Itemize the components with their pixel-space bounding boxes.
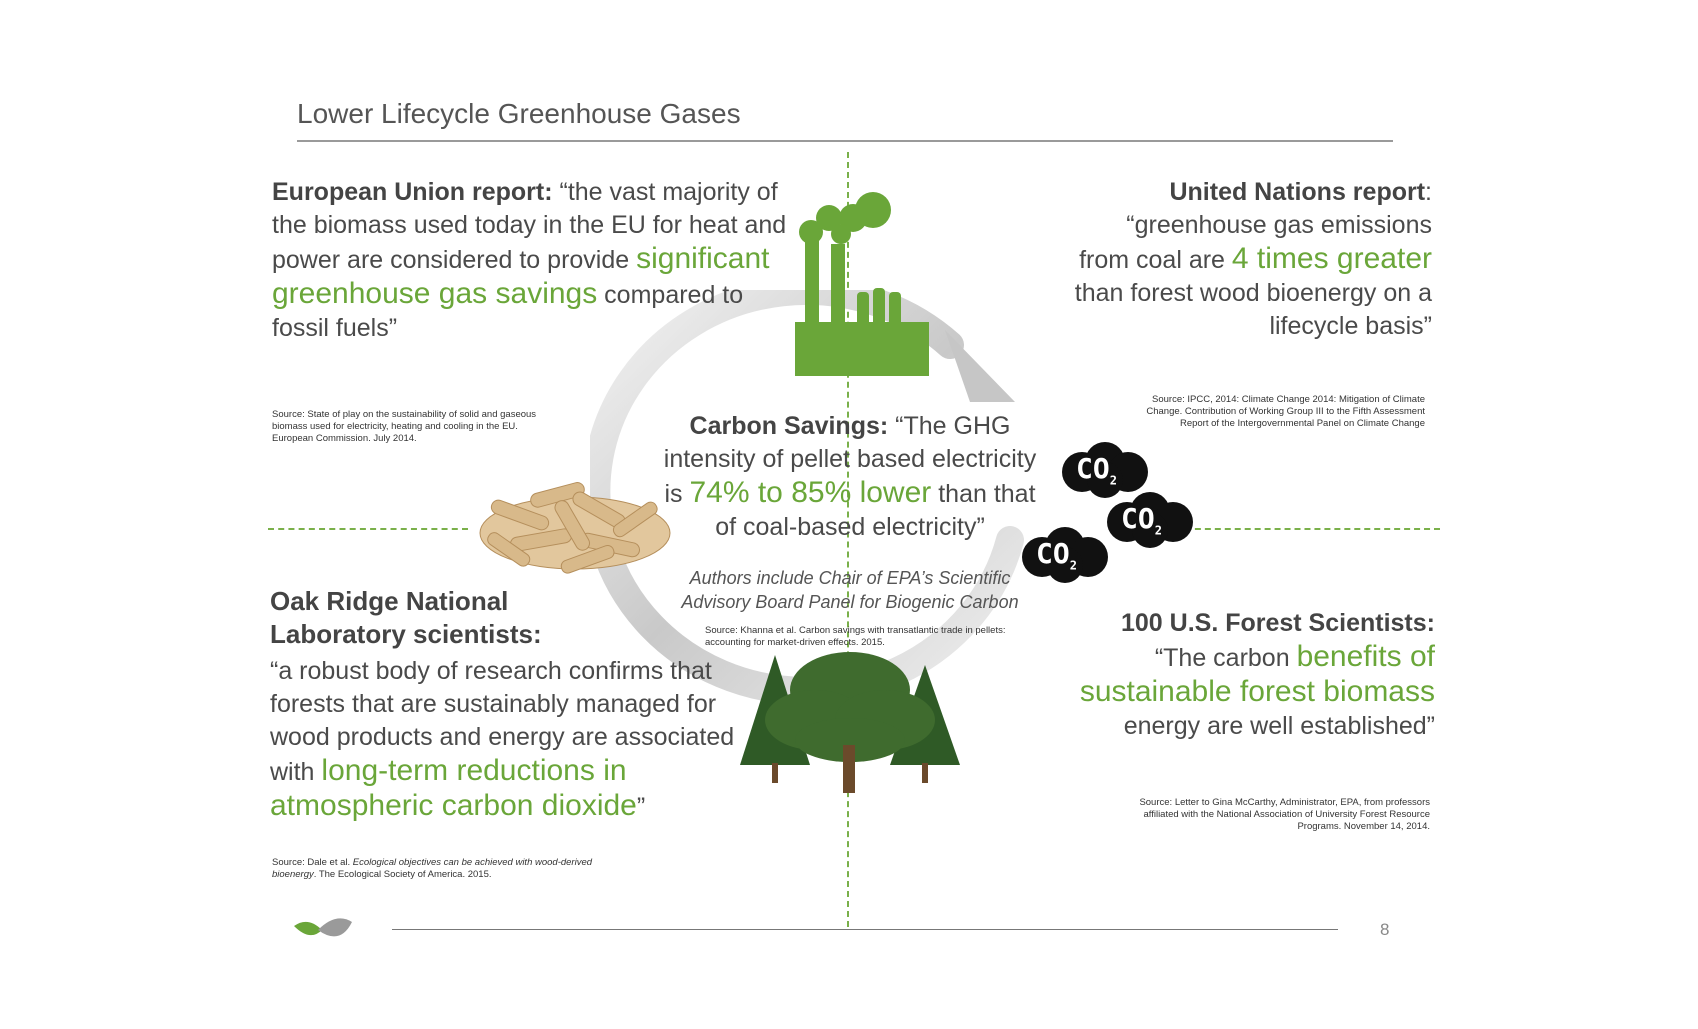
un-text-1: “greenhouse gas emissions from coal are (1079, 211, 1432, 274)
oak-source-italic: Ecological objectives can be achieved with wood-derived bioenergy (272, 857, 593, 880)
un-source: Source: IPCC, 2014: Climate Change 2014: Mitigation of Climate Change. Contribution of Working Group III to the Fifth Assessment Report of the Intergovernmental Panel on Climate Change (1146, 394, 1425, 429)
oak-highlight: long-term reductions in atmospheric carbon dioxide (270, 754, 637, 822)
trees-image (735, 645, 965, 795)
eu-highlight: significant greenhouse gas savings (272, 242, 770, 310)
eu-quote (272, 176, 792, 345)
eu-heading: European Union report: (272, 178, 553, 206)
center-highlight: 74% to 85% lower (689, 476, 932, 509)
forest-source: Source: Letter to Gina McCarthy, Administrator, EPA, from professors affiliated with the National Association of University Forest Resource Programs. November 14, 2014. (1139, 797, 1430, 832)
co2-sub: 2 (1154, 523, 1162, 538)
forest-quote (1060, 607, 1435, 743)
company-logo (292, 912, 354, 948)
page-number: 8 (1380, 920, 1390, 939)
co2-label: CO (1121, 502, 1155, 535)
horizontal-divider-right (1165, 528, 1440, 530)
un-text-2: than forest wood bioenergy on a lifecycle basis” (1074, 279, 1432, 340)
oak-heading-block (270, 585, 570, 651)
un-colon: : (1425, 178, 1432, 206)
forest-text-2: energy are well established” (1123, 712, 1435, 740)
slide-title: Lower Lifecycle Greenhouse Gases (297, 98, 741, 129)
eu-source: Source: State of play on the sustainability of solid and gaseous biomass used for electricity, heating and cooling in the EU. European Commission. July 2014. (272, 409, 537, 444)
forest-heading: 100 U.S. Forest Scientists: (1120, 609, 1435, 637)
un-heading: United Nations report (1169, 178, 1426, 206)
oak-source-pre: Source: Dale et al. (272, 857, 353, 868)
oak-text-1: “a robust body of research confirms that forests that are sustainably managed for wood products and energy are associated with (270, 657, 735, 786)
center-text-1: “The GHG intensity of pellet based electricity is (663, 412, 1037, 508)
co2-sub: 2 (1109, 473, 1117, 488)
center-text-2: than that of coal-based electricity” (715, 480, 1036, 541)
co2-sub: 2 (1069, 558, 1077, 573)
eu-text-1: “the vast majority of the biomass used today in the EU for heat and power are considered to provide (272, 178, 787, 274)
horizontal-divider-left (268, 528, 468, 530)
footer-divider (392, 929, 1338, 930)
center-quote (655, 410, 1045, 544)
forest-text-1: “The carbon (1154, 644, 1297, 672)
center-source: Source: Khanna et al. Carbon savings with transatlantic trade in pellets: accounting for market-driven effects. 2015. (705, 625, 1006, 648)
oak-source (272, 857, 602, 881)
oak-quote (270, 655, 740, 824)
forest-highlight: benefits of sustainable forest biomass (1079, 640, 1435, 708)
center-heading: Carbon Savings: (689, 412, 889, 440)
un-quote (1070, 176, 1432, 343)
oak-source-post: . The Ecological Society of America. 2015. (313, 869, 492, 880)
oak-heading: Oak Ridge National Laboratory scientists: (270, 586, 542, 649)
wood-pellets-image (470, 468, 680, 578)
center-authors: Authors include Chair of EPA’s Scientific Advisory Board Panel for Biogenic Carbon (681, 568, 1019, 612)
oak-text-2: ” (636, 793, 646, 821)
eu-text-2: compared to fossil fuels” (272, 281, 744, 342)
co2-label: CO (1076, 452, 1110, 485)
un-highlight: 4 times greater (1231, 242, 1432, 275)
co2-label: CO (1036, 537, 1070, 570)
factory-icon (795, 188, 935, 378)
title-divider (297, 140, 1393, 142)
